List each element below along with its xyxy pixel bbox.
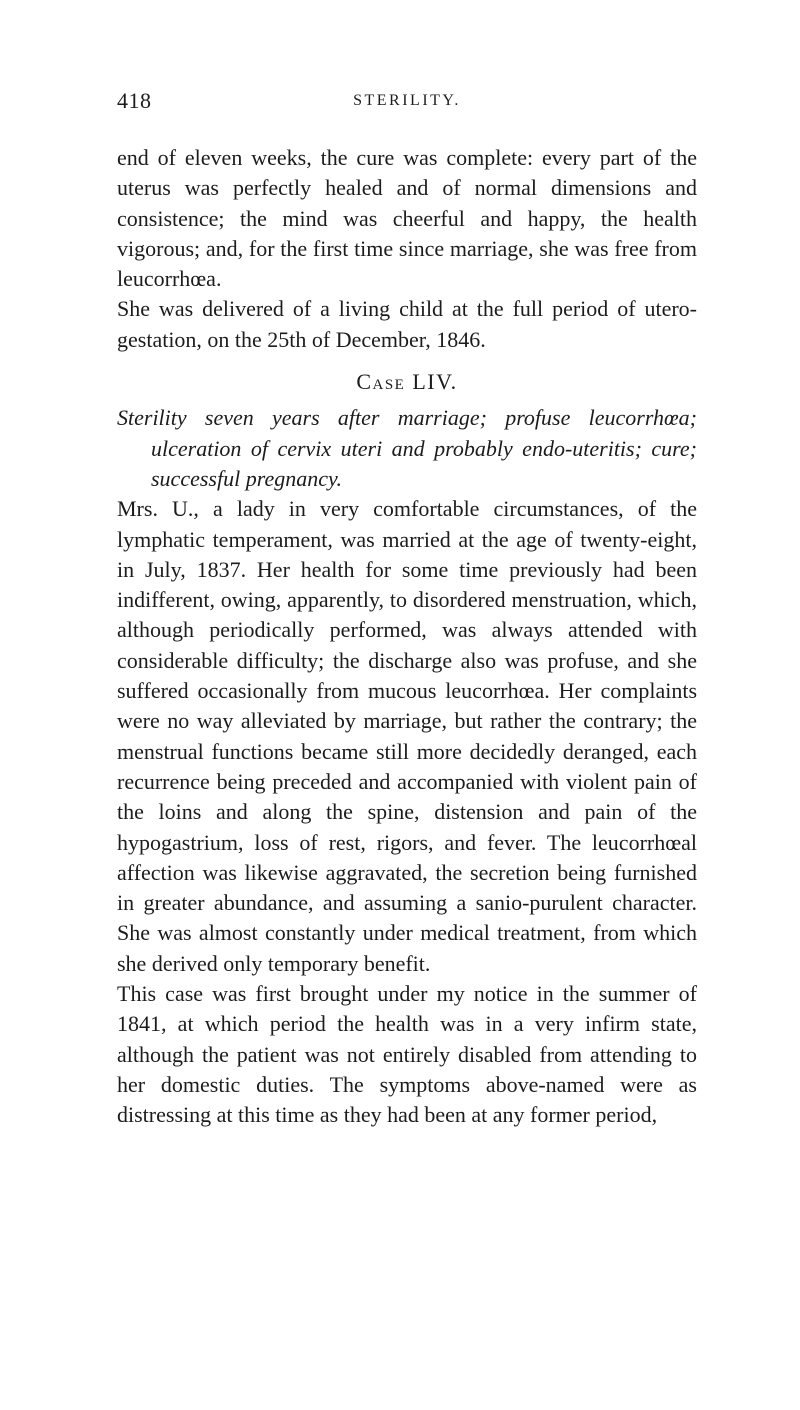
paragraph-continuation: end of eleven weeks, the cure was complete: every part of the uterus was perfectly healed and of normal dimensions and consistence; the mind was cheerful and happy, the health vigorous; and, for the first time since marriage, she was free from leucorrhœa. xyxy=(117,145,697,292)
paragraph-case-notice: This case was first brought under my notice in the summer of 1841, at which period the health was in a very infirm state, although the patient was not entirely disabled from attending to her domestic duties. The symptoms above-named were as distressing at this time as they had been at any former period, xyxy=(117,981,697,1128)
paragraph-case-history: Mrs. U., a lady in very comfortable circumstances, of the lymphatic temperament, was married at the age of twenty-eight, in July, 1837. Her health for some time previously had been indifferent, owing, apparently, to disordered menstruation, which, although periodically performed, was always attended with considerable difficulty; the discharge also was profuse, and she suffered occasionally from mucous leucorrhœa. Her complaints were no way alleviated by marriage, but rather the contrary; the menstrual functions became still more decidedly deranged, each recurrence being preceded and accompanied with violent pain of the loins and along the spine, distension and pain of the hypogastrium, loss of rest, rigors, and fever. The leucorrhœal affection was likewise aggravated, the secretion being furnished in greater abundance, and assuming a sanio-purulent character. She was almost constantly under medical treatment, from which she derived only temporary benefit. xyxy=(117,496,697,976)
case-heading: Case LIV. xyxy=(356,369,458,395)
case-subtitle: Sterility seven years after marriage; profuse leucorrhœa; ulceration of cervix uteri and probably endo-uteritis; cure; successful pregnancy. xyxy=(117,405,697,491)
running-head: STERILITY. xyxy=(353,92,461,109)
paragraph-delivery: She was delivered of a living child at the full period of utero-gestation, on the 25th of December, 1846. xyxy=(117,296,697,352)
page-header xyxy=(117,88,697,118)
page-number: 418 xyxy=(117,88,152,113)
body-text xyxy=(117,143,697,1131)
